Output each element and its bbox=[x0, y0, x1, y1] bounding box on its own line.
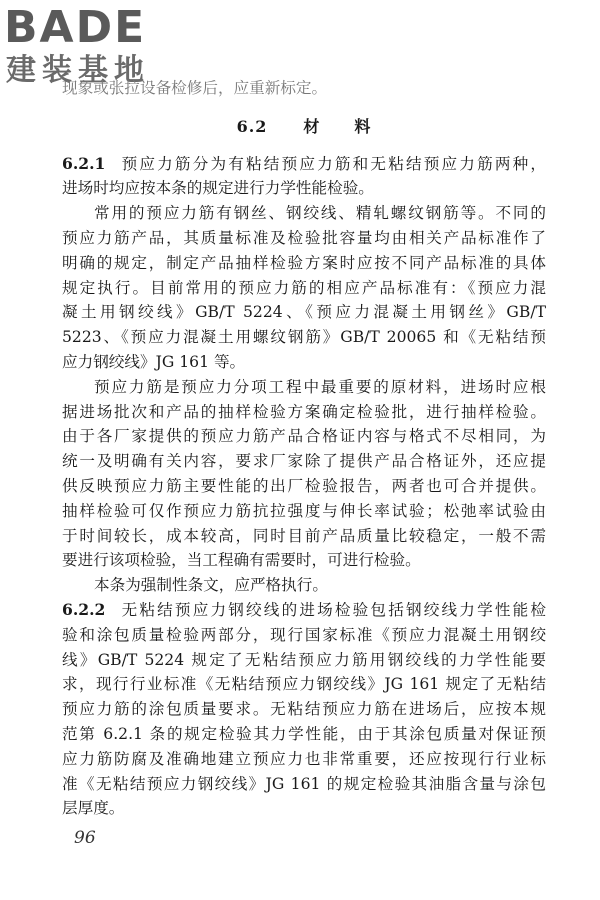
clause-first-line bbox=[62, 152, 546, 177]
clause-text-line: 应力筋防腐及准确地建立预应力也非常重要，还应按现行行业标 bbox=[62, 749, 546, 768]
page-number: 96 bbox=[74, 828, 96, 848]
clause-text-line: 线》GB/T 5224 规定了无粘结预应力筋用钢绞线的力学性能要 bbox=[62, 650, 546, 669]
clause-text: 预应力筋分为有粘结预应力筋和无粘结预应力筋两种， bbox=[119, 154, 546, 173]
paragraph-line: 要进行该项检验，当工程确有需要时，可进行检验。 bbox=[62, 551, 421, 570]
mandatory-clause-note: 本条为强制性条文，应严格执行。 bbox=[94, 576, 328, 595]
paragraph-line: 抽样检验可仅作预应力筋抗拉强度与伸长率试验；松弛率试验由 bbox=[62, 501, 546, 520]
clause-text-line: 验和涂包质量检验两部分，现行国家标准《预应力混凝土用钢绞 bbox=[62, 625, 546, 644]
paragraph-line: 据进场批次和产品的抽样检验方案确定检验批，进行抽样检验。 bbox=[62, 402, 546, 421]
paragraph-line: 规定执行。目前常用的预应力筋的相应产品标准有：《预应力混 bbox=[62, 278, 546, 297]
paragraph-line: 预应力筋产品，其质量标准及检验批容量均由相关产品标准作了 bbox=[62, 228, 546, 247]
clause-number: 6.2.2 bbox=[62, 599, 106, 619]
logo-subtitle: 建装基地 bbox=[6, 53, 150, 88]
paragraph-line: 明确的规定，制定产品抽样检验方案时应按不同产品标准的具体 bbox=[62, 253, 546, 272]
section-title: 材 料 bbox=[303, 116, 372, 136]
paragraph-line: 凝土用钢绞线》GB/T 5224、《预应力混凝土用钢丝》GB/T bbox=[62, 303, 546, 322]
paragraph-line: 5223、《预应力混凝土用螺纹钢筋》GB/T 20065 和《无粘结预 bbox=[62, 328, 546, 347]
paragraph-line: 由于各厂家提供的预应力筋产品合格证内容与格式不尽相同，为 bbox=[62, 427, 546, 446]
clause-first-line bbox=[62, 598, 546, 623]
clause-text-line: 求，现行行业标准《无粘结预应力钢绞线》JG 161 规定了无粘结 bbox=[62, 675, 546, 694]
clause-text-line: 进场时均应按本条的规定进行力学性能检验。 bbox=[62, 179, 374, 198]
clause-6-2-2 bbox=[62, 598, 546, 821]
paragraph-line: 应力钢绞线》JG 161 等。 bbox=[62, 352, 246, 371]
clause-text: 无粘结预应力钢绞线的进场检验包括钢绞线力学性能检 bbox=[119, 600, 546, 619]
paragraph-line: 常用的预应力筋有钢丝、钢绞线、精轧螺纹钢筋等。不同的 bbox=[94, 204, 546, 223]
logo-wordmark: BADE bbox=[4, 2, 147, 53]
clause-6-2-1 bbox=[62, 152, 546, 202]
clause-text-line: 预应力筋的涂包质量要求。无粘结预应力筋在进场后，应按本规 bbox=[62, 700, 546, 719]
clause-text-line: 范第 6.2.1 条的规定检验其力学性能，由于其涂包质量对保证预 bbox=[62, 724, 546, 743]
section-heading bbox=[62, 115, 546, 140]
clause-text-line: 准《无粘结预应力钢绞线》JG 161 的规定检验其油脂含量与涂包 bbox=[62, 774, 546, 793]
clause-text-line: 层厚度。 bbox=[62, 799, 125, 818]
page-body bbox=[62, 76, 546, 821]
paragraph-line: 预应力筋是预应力分项工程中最重要的原材料，进场时应根 bbox=[94, 377, 546, 396]
paragraph-line: 统一及明确有关内容，要求厂家除了提供产品合格证外，还应提 bbox=[62, 452, 546, 471]
clause-number: 6.2.1 bbox=[62, 153, 106, 173]
paragraph-line: 于时间较长，成本较高，同时目前产品质量比较稳定，一般不需 bbox=[62, 526, 546, 545]
continued-text-line: 现象或张拉设备检修后，应重新标定。 bbox=[62, 79, 328, 97]
paragraph-line: 供反映预应力筋主要性能的出厂检验报告，两者也可合并提供。 bbox=[62, 476, 546, 495]
section-number: 6.2 bbox=[236, 116, 268, 136]
paragraph-material bbox=[62, 375, 546, 573]
paragraph-common-tendons bbox=[62, 201, 546, 375]
